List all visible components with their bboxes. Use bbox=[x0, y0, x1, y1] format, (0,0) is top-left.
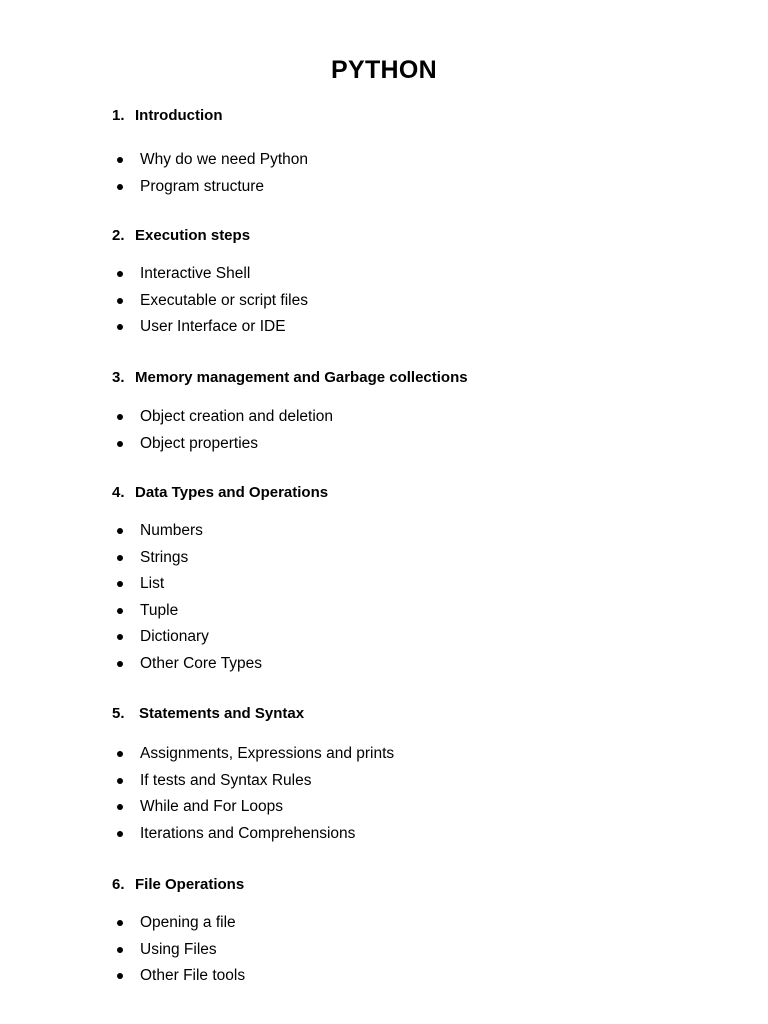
bullet-icon bbox=[117, 778, 123, 784]
list-item-text: Iterations and Comprehensions bbox=[140, 824, 356, 842]
list-item-text: Using Files bbox=[140, 940, 217, 958]
list-item bbox=[112, 434, 712, 461]
list-item-text: Dictionary bbox=[140, 628, 209, 645]
bullet-icon bbox=[117, 271, 123, 277]
section-title: Data Types and Operations bbox=[135, 484, 329, 501]
section-heading bbox=[112, 106, 712, 126]
bullet-icon bbox=[117, 973, 123, 979]
bullet-list bbox=[112, 913, 712, 993]
list-item bbox=[112, 317, 712, 344]
list-item-text: Why do we need Python bbox=[140, 151, 309, 168]
list-item bbox=[112, 744, 712, 771]
list-item bbox=[112, 824, 712, 851]
section-number: 1. bbox=[112, 107, 125, 124]
list-item-text: If tests and Syntax Rules bbox=[140, 771, 312, 789]
bullet-icon bbox=[117, 298, 123, 304]
section-title: File Operations bbox=[135, 876, 245, 893]
list-item-text: Interactive Shell bbox=[140, 265, 251, 282]
bullet-icon bbox=[117, 324, 123, 330]
list-item bbox=[112, 574, 712, 601]
bullet-list bbox=[112, 150, 712, 203]
bullet-icon bbox=[117, 920, 123, 926]
list-item bbox=[112, 913, 712, 940]
section-heading bbox=[112, 704, 712, 724]
section-number: 2. bbox=[112, 227, 125, 244]
section-heading bbox=[112, 875, 712, 895]
bullet-icon bbox=[117, 555, 123, 561]
section-number: 3. bbox=[112, 369, 125, 386]
list-item bbox=[112, 264, 712, 291]
bullet-icon bbox=[117, 441, 123, 447]
list-item bbox=[112, 940, 712, 967]
section-number: 6. bbox=[112, 876, 125, 893]
bullet-icon bbox=[117, 184, 123, 190]
bullet-list bbox=[112, 264, 712, 344]
list-item bbox=[112, 627, 712, 654]
bullet-icon bbox=[117, 634, 123, 640]
bullet-list bbox=[112, 744, 712, 850]
section-execution-steps bbox=[112, 226, 712, 344]
bullet-list bbox=[112, 521, 712, 680]
list-item bbox=[112, 966, 712, 993]
list-item bbox=[112, 291, 712, 318]
bullet-icon bbox=[117, 831, 123, 837]
list-item-text: Opening a file bbox=[140, 914, 236, 931]
list-item bbox=[112, 771, 712, 798]
list-item-text: Object creation and deletion bbox=[140, 408, 334, 425]
bullet-icon bbox=[117, 661, 123, 667]
list-item-text: Numbers bbox=[140, 522, 203, 539]
section-number: 5. bbox=[112, 705, 125, 722]
bullet-icon bbox=[117, 157, 123, 163]
list-item bbox=[112, 521, 712, 548]
section-introduction bbox=[112, 106, 712, 203]
bullet-icon bbox=[117, 608, 123, 614]
list-item-text: Other File tools bbox=[140, 967, 246, 984]
list-item bbox=[112, 407, 712, 434]
bullet-icon bbox=[117, 528, 123, 534]
section-data-types bbox=[112, 483, 712, 680]
section-heading bbox=[112, 483, 712, 503]
bullet-icon bbox=[117, 581, 123, 587]
list-item-text: User Interface or IDE bbox=[140, 318, 286, 335]
list-item bbox=[112, 601, 712, 628]
bullet-list bbox=[112, 407, 712, 460]
bullet-icon bbox=[117, 751, 123, 757]
list-item bbox=[112, 177, 712, 204]
list-item-text: Strings bbox=[140, 548, 189, 566]
list-item-text: Tuple bbox=[140, 601, 179, 619]
section-memory-management bbox=[112, 368, 712, 460]
list-item-text: List bbox=[140, 575, 165, 592]
bullet-icon bbox=[117, 804, 123, 810]
section-title: Introduction bbox=[135, 107, 223, 124]
section-title: Statements and Syntax bbox=[139, 705, 305, 722]
bullet-icon bbox=[117, 947, 123, 953]
list-item-text: Other Core Types bbox=[140, 654, 263, 672]
list-item-text: While and For Loops bbox=[140, 798, 284, 815]
section-heading bbox=[112, 226, 712, 246]
list-item bbox=[112, 797, 712, 824]
list-item-text: Assignments, Expressions and prints bbox=[140, 745, 395, 762]
section-heading bbox=[112, 368, 712, 388]
section-file-operations bbox=[112, 875, 712, 993]
section-title: Memory management and Garbage collections bbox=[135, 369, 468, 386]
list-item-text: Program structure bbox=[140, 177, 265, 195]
section-number: 4. bbox=[112, 484, 125, 501]
section-title: Execution steps bbox=[135, 227, 251, 244]
list-item-text: Object properties bbox=[140, 434, 259, 452]
list-item bbox=[112, 548, 712, 575]
list-item bbox=[112, 654, 712, 681]
bullet-icon bbox=[117, 414, 123, 420]
list-item bbox=[112, 150, 712, 177]
page-title: PYTHON bbox=[331, 56, 437, 84]
list-item-text: Executable or script files bbox=[140, 291, 308, 309]
section-statements-syntax bbox=[112, 704, 712, 850]
